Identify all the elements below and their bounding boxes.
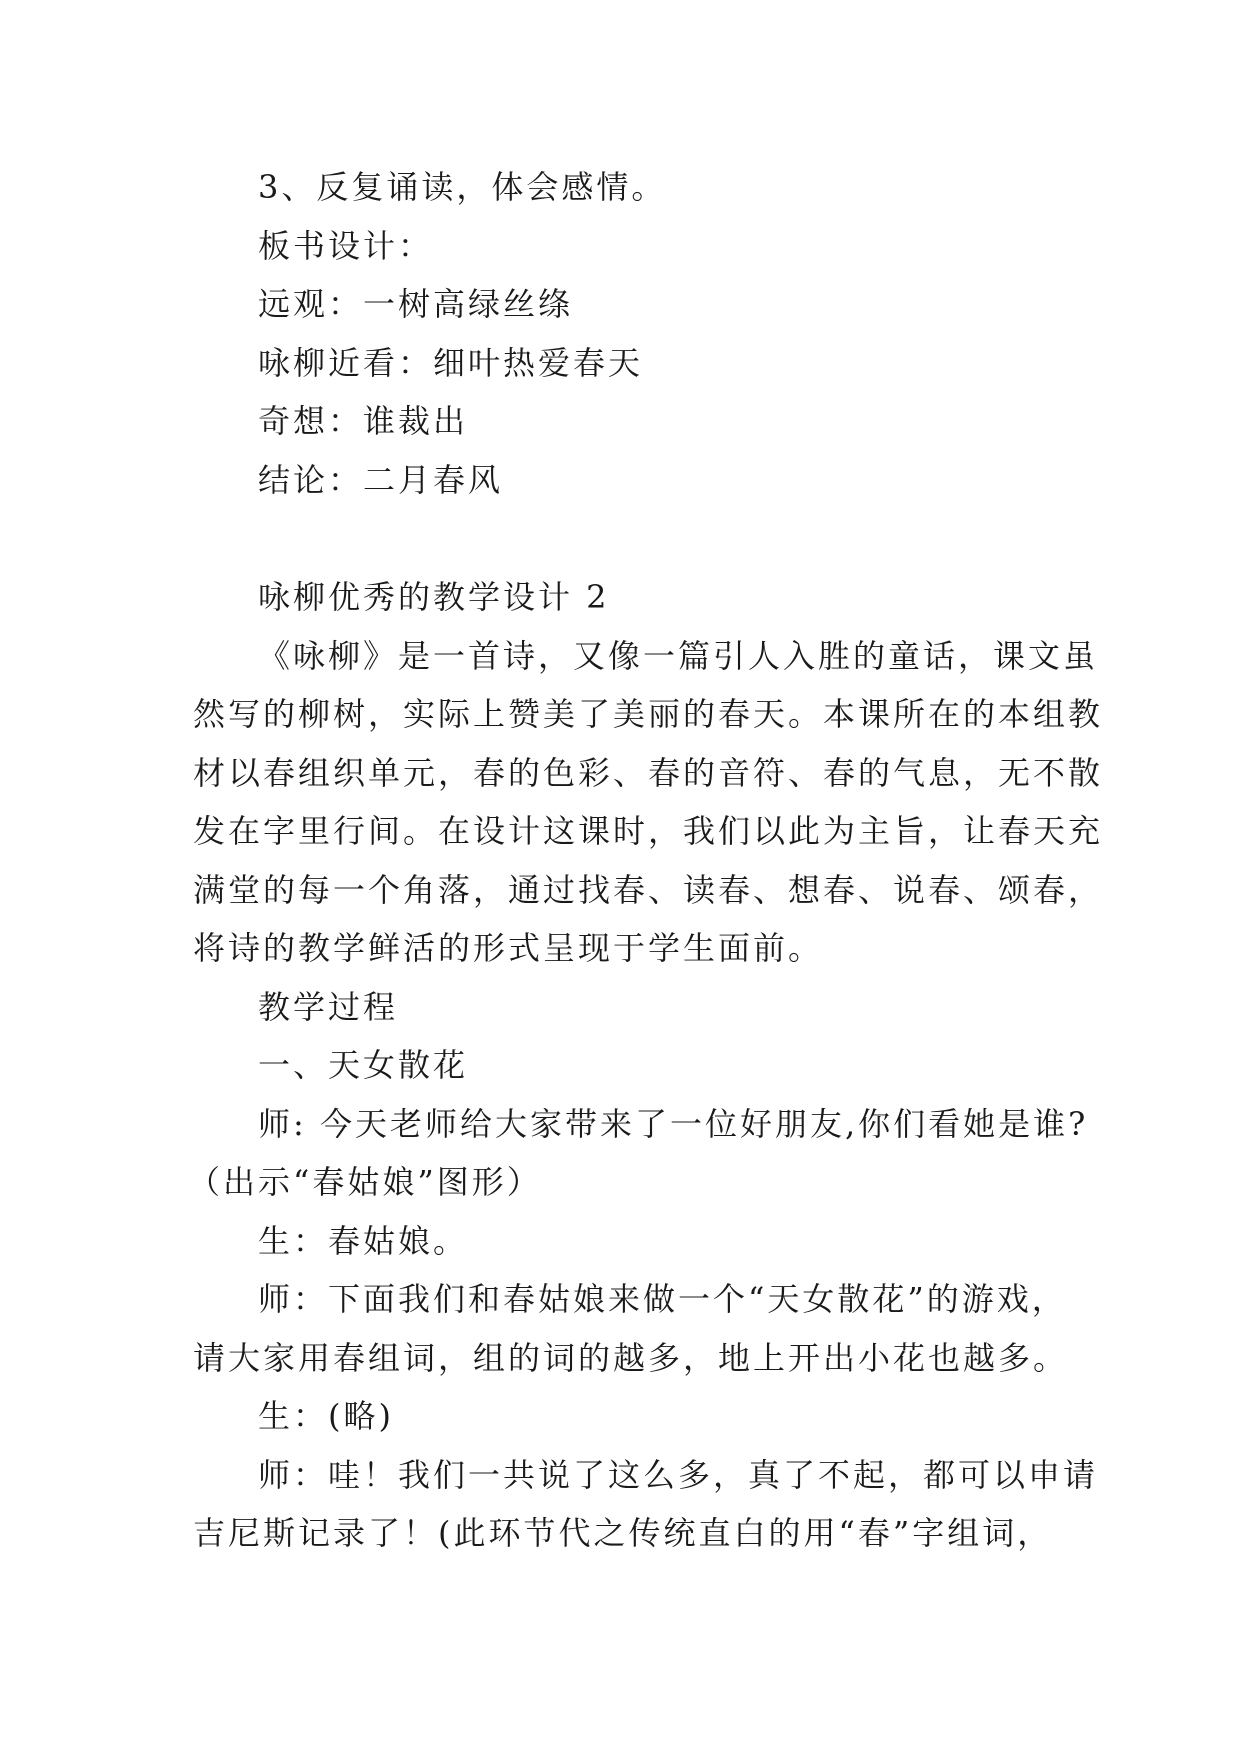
- text-line-19: 师：下面我们和春姑娘来做一个“天女散花”的游戏，: [258, 1280, 1067, 1318]
- text-line-20: 请大家用春组词，组的词的越多，地上开出小花也越多。: [193, 1339, 1069, 1377]
- text-line-16: 师: 今天老师给大家带来了一位好朋友,你们看她是谁?: [258, 1105, 1089, 1143]
- text-line-21: 生：(略): [258, 1397, 394, 1435]
- text-line-15: 一、天女散花: [258, 1046, 469, 1084]
- text-line-8: 《咏柳》是一首诗，又像一篇引人入胜的童话，课文虽: [258, 637, 1099, 675]
- text-line-3: 远观：一树高绿丝绦: [258, 285, 574, 323]
- text-line-4: 咏柳近看：细叶热爱春天: [258, 344, 644, 382]
- text-line-18: 生：春姑娘。: [258, 1222, 469, 1260]
- text-line-13: 将诗的教学鲜活的形式呈现于学生面前。: [193, 929, 824, 967]
- text-line-5: 奇想：谁裁出: [258, 402, 469, 440]
- text-line-2: 板书设计：: [258, 227, 434, 265]
- text-line-23: 吉尼斯记录了！(此环节代之传统直白的用“春”字组词，: [193, 1514, 1053, 1552]
- text-line-14: 教学过程: [258, 988, 399, 1026]
- text-line-17: （出示“春姑娘”图形）: [188, 1163, 542, 1201]
- text-line-11: 发在字里行间。在设计这课时，我们以此为主旨，让春天充: [193, 812, 1104, 850]
- text-line-9: 然写的柳树，实际上赞美了美丽的春天。本课所在的本组教: [193, 695, 1104, 733]
- text-line-6: 结论：二月春风: [258, 461, 504, 499]
- text-line-12: 满堂的每一个角落，通过找春、读春、想春、说春、颂春，: [193, 871, 1104, 909]
- text-line-22: 师：哇！我们一共说了这么多，真了不起，都可以申请: [258, 1456, 1099, 1494]
- section-title: 咏柳优秀的教学设计 2: [258, 578, 610, 616]
- text-line-10: 材以春组织单元，春的色彩、春的音符、春的气息，无不散: [193, 754, 1104, 792]
- text-line-1: 3、反复诵读，体会感情。: [258, 168, 667, 206]
